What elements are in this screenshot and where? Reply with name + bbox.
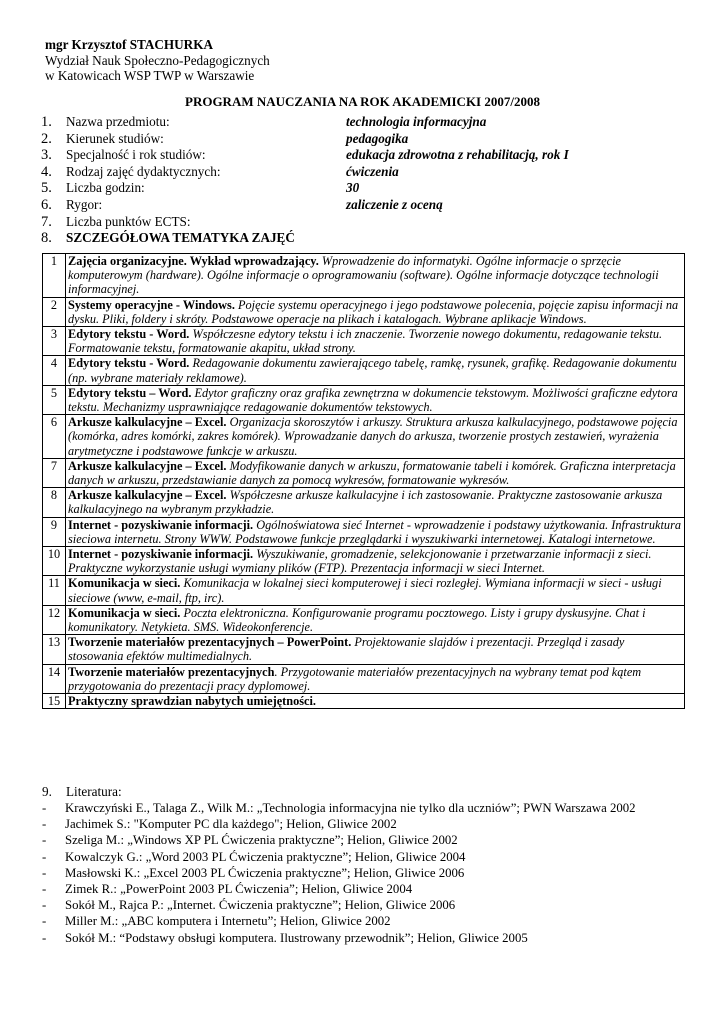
list-item [42,816,636,832]
list-item [42,881,636,897]
info-value: edukacja zdrowotna z rehabilitacją, rok I [346,147,569,163]
table-row [43,458,685,487]
topic-content [66,635,685,664]
topic-number: 13 [43,635,66,664]
topic-description: Ogólnoświatowa sieć Internet - wprowadzenie i podstawy użytkowania. Infrastruktura sieciowa internetu. Strony WWW. Podstawowe funkcje przeglądarki i wyszukiwarki internetowej. Katalogi internetowe. [68,517,681,546]
topic-title: Edytory tekstu - Word. [68,356,190,371]
list-bullet-dash: - [42,865,47,880]
topic-title: Arkusze kalkulacyjne – Excel. [68,415,227,430]
topic-title: Praktyczny sprawdzian nabytych umiejętności. [68,694,316,709]
literature-entry: Miller M.: „ABC komputera i Internetu”; Helion, Gliwice 2002 [65,914,391,929]
list-item [42,849,636,865]
info-number: 8. [41,230,52,247]
topic-content [66,356,685,385]
info-label: Rygor: [66,196,103,212]
topic-title: Arkusze kalkulacyjne – Excel. [68,458,227,473]
topic-description: Organizacja skoroszytów i arkuszy. Struktura arkusza kalkulacyjnego, podstawowe pojęcia (komórka, adres komórki, zakres komórek). Wprowadzanie danych do arkusza, tworzenie prostych zestawień, wyrażenia arytmetyczne i podstawowe funkcje w arkuszu. [68,415,678,458]
info-value: ćwiczenia [346,163,399,179]
topic-title: Arkusze kalkulacyjne – Excel. [68,488,227,503]
institution-line: w Katowicach WSP TWP w Warszawie [45,68,255,83]
topic-number: 7 [43,458,66,487]
topic-description: Współczesne edytory tekstu i ich znaczenie. Tworzenie nowego dokumentu, redagowanie tekstu. Formatowanie tekstu, formatowanie akapitu, układ strony. [68,327,663,356]
table-row [43,415,685,459]
topic-title: Internet - pozyskiwanie informacji. [68,547,254,562]
list-item [42,865,636,881]
table-row [43,547,685,576]
info-label: Specjalność i rok studiów: [66,147,206,163]
topic-number: 12 [43,605,66,634]
list-item [42,930,636,946]
course-info-list [41,114,681,247]
topic-description: Pojęcie systemu operacyjnego i jego podstawowe polecenia, pojęcie zapisu informacji na dysku. Pliki, foldery i skróty. Podstawowe operacje na plikach i katalogach. Wybrane aplikacje Windows. [68,297,679,326]
topic-content [66,488,685,517]
table-row [43,517,685,546]
info-row-course-name [41,114,681,131]
topic-title: Internet - pozyskiwanie informacji. [68,517,254,532]
topic-content [66,664,685,693]
list-bullet-dash: - [42,882,47,897]
literature-number: 9. [42,784,52,799]
info-row-specialization [41,147,681,164]
topic-number: 1 [43,254,66,298]
info-number: 4. [41,163,52,180]
info-number: 5. [41,180,52,197]
topic-number: 14 [43,664,66,693]
topic-content [66,605,685,634]
table-row [43,576,685,605]
topic-description: Poczta elektroniczna. Konfigurowanie programu pocztowego. Listy i grupy dyskusyjne. Chat i komunikatory. Netykieta. SMS. Wideokonferencje. [68,605,646,635]
topic-title: Zajęcia organizacyjne. Wykład wprowadzający. [68,254,319,268]
list-bullet-dash: - [42,801,47,815]
info-row-class-type [41,164,681,181]
topic-number: 9 [43,517,66,546]
literature-entry: Sokół M., Rajca P.: „Internet. Ćwiczenia praktyczne”; Helion, Gliwice 2006 [65,898,456,913]
info-number: 2. [41,130,52,147]
topic-content [66,297,685,326]
info-row-field-of-study [41,131,681,148]
info-row-ects [41,214,681,231]
info-value: zaliczenie z oceną [346,196,443,212]
author-header [45,37,270,84]
topic-title: Komunikacja w sieci. [68,605,181,620]
topic-content [66,385,685,414]
info-row-assessment [41,197,681,214]
faculty-line: Wydział Nauk Społeczno-Pedagogicznych [45,52,270,68]
topic-content [66,415,685,459]
topic-content [66,327,685,356]
topic-title: Edytory tekstu – Word. [68,385,192,400]
topic-content [66,547,685,576]
topic-description: . Przygotowanie materiałów prezentacyjnych na wybrany temat pod kątem przygotowania do prezentacji pracy dyplomowej. [68,664,642,693]
info-value: technologia informacyjna [346,114,487,129]
info-label: Liczba godzin: [66,180,145,196]
topic-description: Projektowanie slajdów i prezentacji. Przegląd i zasady stosowania efektów multimedialnych. [68,635,625,664]
table-row [43,635,685,664]
topic-number: 3 [43,327,66,356]
literature-label: Literatura: [66,784,122,799]
list-item [42,913,636,929]
table-row [43,488,685,517]
table-row [43,297,685,326]
topic-title: Tworzenie materiałów prezentacyjnych – PowerPoint. [68,635,352,650]
info-label: Rodzaj zajęć dydaktycznych: [66,163,221,179]
literature-entry: Kowalczyk G.: „Word 2003 PL Ćwiczenia praktyczne”; Helion, Gliwice 2004 [65,849,466,864]
list-item [42,832,636,848]
topic-title: Edytory tekstu - Word. [68,327,190,342]
topic-description: Wyszukiwanie, gromadzenie, selekcjonowanie i przetwarzanie informacji z sieci. Praktyczne wykorzystanie usługi wymiany plików (FTP). Prezentacja informacji w sieci Internet. [68,547,652,576]
table-row [43,694,685,709]
topic-description: Komunikacja w lokalnej sieci komputerowej i sieci rozległej. Wymiana informacji w sieci - usługi sieciowe (www, e-mail, ftp, irc). [68,576,662,605]
list-bullet-dash: - [42,849,47,864]
info-number: 1. [41,114,52,130]
list-item [42,800,636,816]
list-bullet-dash: - [42,930,47,945]
table-row [43,356,685,385]
info-number: 7. [41,213,52,230]
literature-entry: Masłowski K.: „Excel 2003 PL Ćwiczenia praktyczne”; Helion, Gliwice 2006 [65,865,465,880]
topic-number: 15 [43,694,66,709]
topic-number: 2 [43,297,66,326]
list-bullet-dash: - [42,817,47,832]
topic-description: Wprowadzenie do informatyki. Ogólne informacje o sprzęcie komputerowym (hardware). Ogólne informacje o oprogramowaniu (software). Ogólne informacje dotyczące technologii informacyjnej. [68,254,659,297]
topic-description: Redagowanie dokumentu zawierającego tabelę, ramkę, rysunek, grafikę. Redagowanie dokumentu (np. wybrane materiały reklamowe). [68,356,677,385]
info-label: Liczba punktów ECTS: [66,213,191,229]
info-value: 30 [346,180,360,196]
topics-table [42,253,685,709]
info-value: pedagogika [346,130,409,146]
topic-title: Systemy operacyjne - Windows. [68,297,235,312]
topic-content [66,694,685,709]
topic-title: Tworzenie materiałów prezentacyjnych [68,664,275,679]
topic-description: Edytor graficzny oraz grafika zewnętrzna w dokumencie tekstowym. Możliwości graficzne edytora tekstu. Mechanizmy usprawniające redagowanie dokumentów tekstowych. [68,385,678,415]
literature-entry: Jachimek S.: "Komputer PC dla każdego"; Helion, Gliwice 2002 [65,817,397,832]
list-bullet-dash: - [42,898,47,913]
list-bullet-dash: - [42,914,47,929]
topic-description: Modyfikowanie danych w arkuszu, formatowanie tabeli i komórek. Graficzna interpretacja danych w arkuszu, przedstawianie danych za pomocą wykresów, formatowanie wykresów. [68,458,676,488]
table-row [43,327,685,356]
topic-number: 6 [43,415,66,459]
info-row-hours [41,180,681,197]
topic-content [66,576,685,605]
topic-number: 10 [43,547,66,576]
info-number: 3. [41,147,52,164]
list-item [42,897,636,913]
literature-heading [42,784,122,800]
topic-content [66,458,685,487]
topic-number: 4 [43,356,66,385]
info-label: Nazwa przedmiotu: [66,114,170,129]
author-name: mgr Krzysztof STACHURKA [45,37,213,52]
table-row [43,254,685,298]
topic-content [66,517,685,546]
literature-entry: Krawczyński E., Talaga Z., Wilk M.: „Technologia informacyjna nie tylko dla uczniów”; PWN Warszawa 2002 [65,801,636,815]
topic-description: Współczesne arkusze kalkulacyjne i ich zastosowanie. Praktyczne zastosowanie arkusza kalkulacyjnego na wybranym przykładzie. [68,488,663,517]
document-title: PROGRAM NAUCZANIA NA ROK AKADEMICKI 2007/2008 [185,94,540,109]
topic-title: Komunikacja w sieci. [68,576,181,591]
topics-heading: SZCZEGÓŁOWA TEMATYKA ZAJĘĆ [66,230,295,246]
literature-entry: Zimek R.: „PowerPoint 2003 PL Ćwiczenia”; Helion, Gliwice 2004 [65,882,413,897]
literature-list [42,800,636,946]
table-row [43,605,685,634]
info-number: 6. [41,196,52,213]
table-row [43,664,685,693]
literature-entry: Szeliga M.: „Windows XP PL Ćwiczenia praktyczne”; Helion, Gliwice 2002 [65,833,458,848]
topic-number: 8 [43,488,66,517]
literature-entry: Sokół M.: “Podstawy obsługi komputera. Ilustrowany przewodnik”; Helion, Gliwice 2005 [65,930,528,945]
table-row [43,385,685,414]
topic-content [66,254,685,298]
topics-table-body [43,254,685,709]
info-label: Kierunek studiów: [66,130,164,146]
info-row-topics-heading [41,230,681,247]
topic-number: 5 [43,385,66,414]
topic-number: 11 [43,576,66,605]
list-bullet-dash: - [42,833,47,848]
